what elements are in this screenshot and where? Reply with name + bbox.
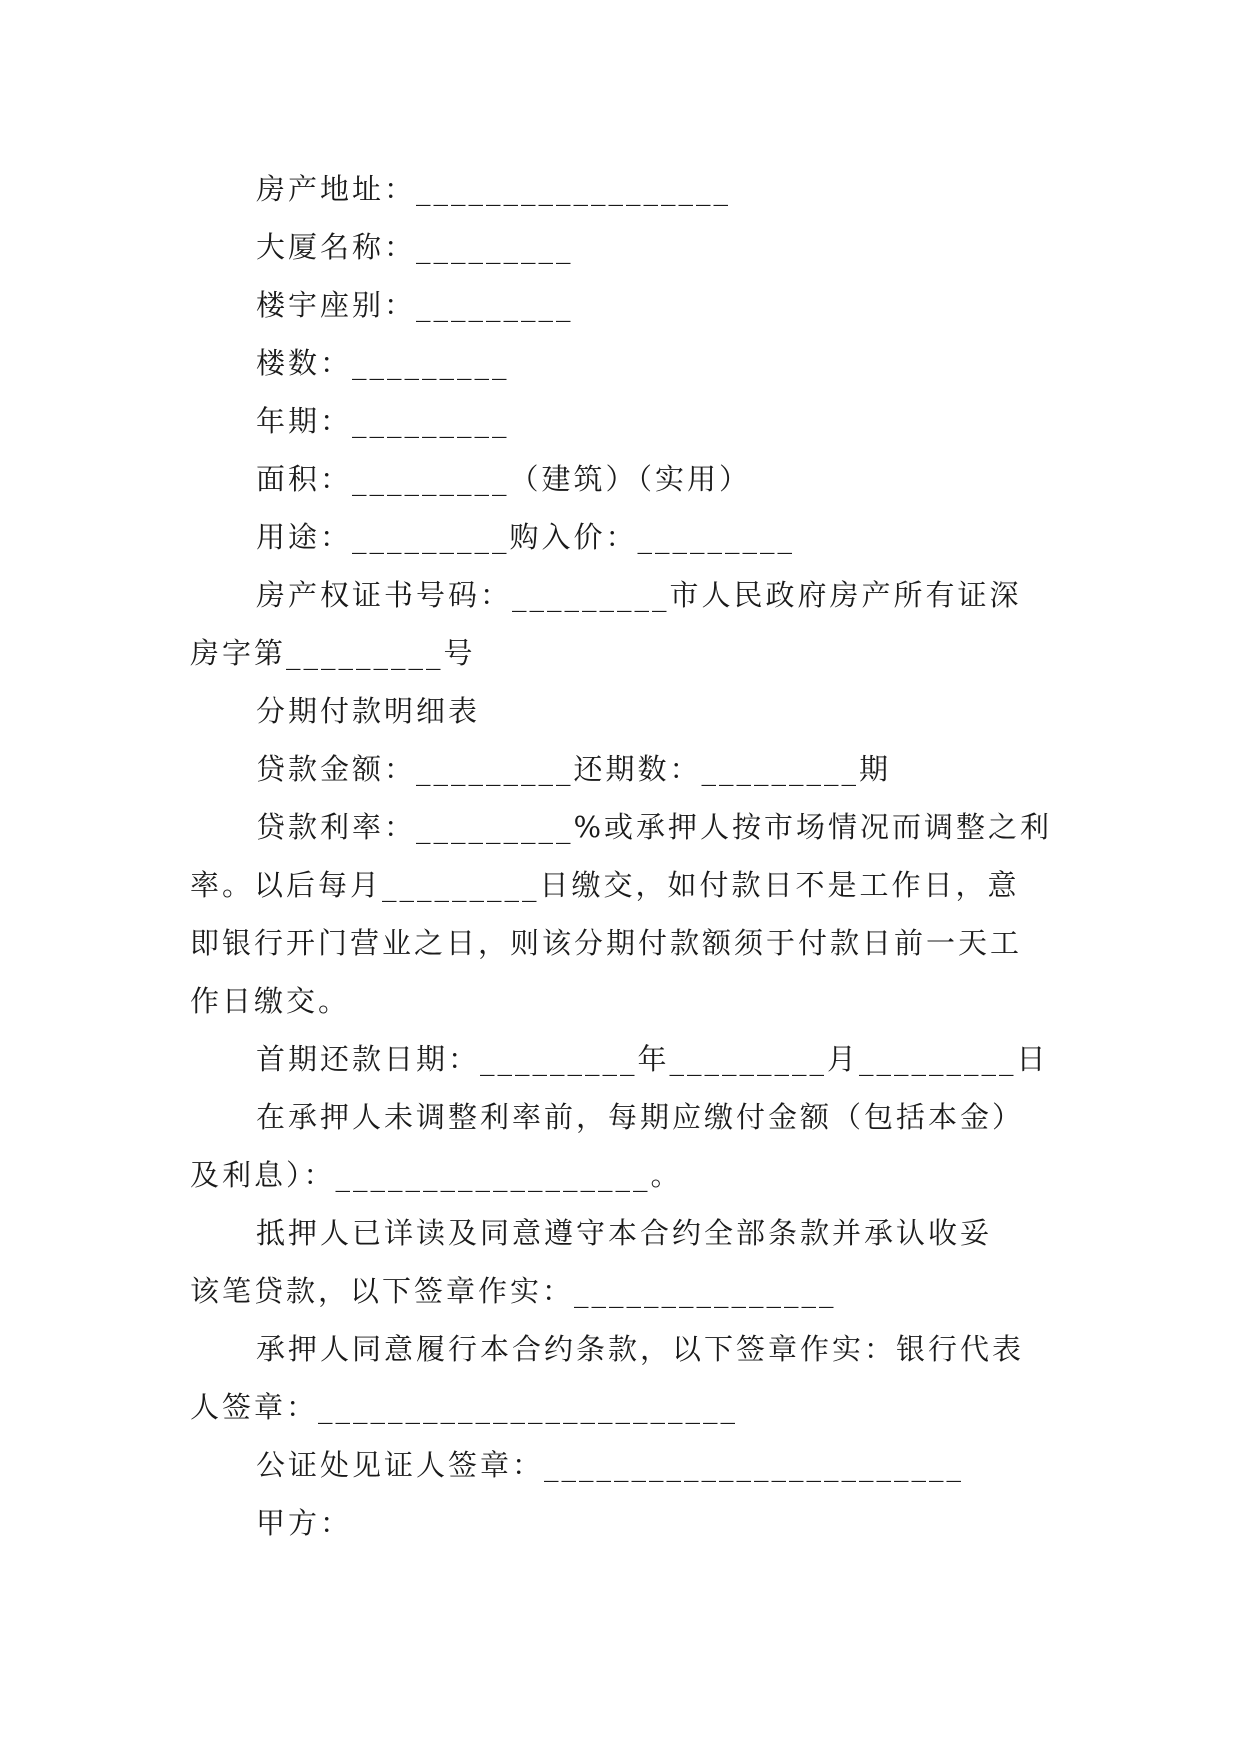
interest-rate-line-cont-2: 即银行开门营业之日，则该分期付款额须于付款日前一天工 — [190, 926, 1023, 960]
certificate-number-line: 房产权证书号码：_________市人民政府房产所有证深 — [256, 578, 1022, 612]
loan-amount-line: 贷款金额：_________还期数：_________期 — [256, 752, 892, 786]
floor-count-line: 楼数：_________ — [256, 346, 510, 380]
interest-rate-line-cont-3: 作日缴交。 — [190, 984, 351, 1018]
property-address-line: 房产地址：__________________ — [256, 172, 732, 206]
payment-amount-line-cont: 及利息）：__________________。 — [190, 1158, 683, 1192]
notary-witness-line: 公证处见证人签章：________________________ — [256, 1448, 965, 1482]
installment-table-heading: 分期付款明细表 — [256, 694, 481, 728]
certificate-number-line-cont: 房字第_________号 — [190, 636, 476, 670]
mortgagor-statement-line: 抵押人已详读及同意遵守本合约全部条款并承认收妥 — [256, 1216, 993, 1250]
payment-amount-line: 在承押人未调整利率前，每期应缴付金额（包括本金） — [256, 1100, 1025, 1134]
mortgagor-statement-line-cont: 该笔贷款，以下签章作实：_______________ — [190, 1274, 837, 1308]
area-line: 面积：_________（建筑）（实用） — [256, 462, 752, 496]
term-years-line: 年期：_________ — [256, 404, 510, 438]
building-block-line: 楼宇座别：_________ — [256, 288, 574, 322]
interest-rate-line-cont-1: 率。以后每月_________日缴交，如付款日不是工作日，意 — [190, 868, 1020, 902]
mortgagee-statement-line-cont: 人签章：________________________ — [190, 1390, 739, 1424]
first-repayment-date-line: 首期还款日期：_________年_________月_________日 — [256, 1042, 1049, 1076]
usage-price-line: 用途：_________购入价：_________ — [256, 520, 796, 554]
party-a-line: 甲方： — [256, 1506, 353, 1540]
mortgagee-statement-line: 承押人同意履行本合约条款，以下签章作实：银行代表 — [256, 1332, 1025, 1366]
building-name-line: 大厦名称：_________ — [256, 230, 574, 264]
document-page — [190, 160, 1060, 1552]
interest-rate-line: 贷款利率：_________%或承押人按市场情况而调整之利 — [256, 810, 1053, 844]
